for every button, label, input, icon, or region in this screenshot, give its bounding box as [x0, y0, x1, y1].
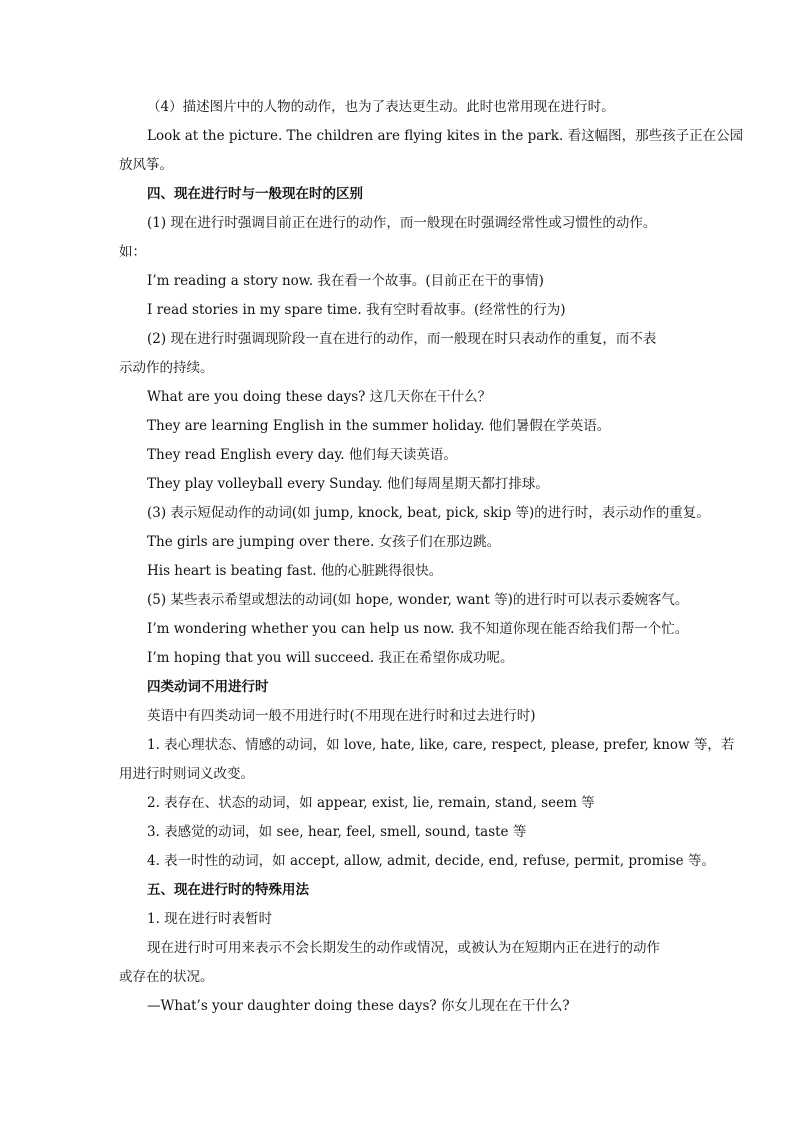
document-body [119, 93, 744, 1021]
text-line: 放风筝。 [119, 157, 173, 173]
text-line: I’m reading a story now. 我在看一个故事。(目前正在干的事情) [147, 273, 544, 289]
text-line: The girls are jumping over there. 女孩子们在那边跳。 [147, 534, 501, 550]
section-heading: 四类动词不用进行时 [147, 679, 269, 695]
text-line: 英语中有四类动词一般不用进行时(不用现在进行时和过去进行时) [147, 708, 536, 724]
text-line: They play volleyball every Sunday. 他们每周星期天都打排球。 [147, 476, 549, 492]
text-line: 1. 现在进行时表暂时 [147, 911, 273, 927]
text-line: I read stories in my spare time. 我有空时看故事。(经常性的行为) [147, 302, 566, 318]
text-line: 3. 表感觉的动词，如 see, hear, feel, smell, sound, taste 等 [147, 824, 527, 840]
text-line: —What’s your daughter doing these days? 你女儿现在在干什么? [147, 998, 570, 1014]
section-heading: 五、现在进行时的特殊用法 [147, 882, 309, 898]
section-heading: 四、现在进行时与一般现在时的区别 [147, 186, 363, 202]
text-line: 用进行时则词义改变。 [119, 766, 254, 782]
text-line: 示动作的持续。 [119, 360, 214, 376]
text-line: What are you doing these days? 这几天你在干什么？ [147, 389, 492, 405]
text-line: （4）描述图片中的人物的动作，也为了表达更生动。此时也常用现在进行时。 [147, 99, 615, 115]
text-line: 1. 表心理状态、情感的动词，如 love, hate, like, care, respect, please, prefer, know 等，若 [147, 737, 735, 753]
text-line: 2. 表存在、状态的动词，如 appear, exist, lie, remain, stand, seem 等 [147, 795, 595, 811]
text-line: 如： [119, 244, 146, 260]
text-line: (5) 某些表示希望或想法的动词(如 hope, wonder, want 等)的进行时可以表示委婉客气。 [147, 592, 689, 608]
text-line: 现在进行时可用来表示不会长期发生的动作或情况，或被认为在短期内正在进行的动作 [147, 940, 660, 956]
text-line: His heart is beating fast. 他的心脏跳得很快。 [147, 563, 443, 579]
text-line: They read English every day. 他们每天读英语。 [147, 447, 457, 463]
text-line: Look at the picture. The children are flying kites in the park. 看这幅图，那些孩子正在公园 [147, 128, 744, 144]
text-line: I’m hoping that you will succeed. 我正在希望你成功呢。 [147, 650, 514, 666]
text-line: (2) 现在进行时强调现阶段一直在进行的动作，而一般现在时只表动作的重复，而不表 [147, 331, 657, 347]
text-line: (3) 表示短促动作的动词(如 jump, knock, beat, pick, skip 等)的进行时，表示动作的重复。 [147, 505, 710, 521]
text-line: I’m wondering whether you can help us now. 我不知道你现在能否给我们帮一个忙。 [147, 621, 689, 637]
text-line: 或存在的状况。 [119, 969, 214, 985]
text-line: (1) 现在进行时强调目前正在进行的动作，而一般现在时强调经常性或习惯性的动作。 [147, 215, 657, 231]
text-line: They are learning English in the summer holiday. 他们暑假在学英语。 [147, 418, 611, 434]
text-line: 4. 表一时性的动词，如 accept, allow, admit, decide, end, refuse, permit, promise 等。 [147, 853, 715, 869]
